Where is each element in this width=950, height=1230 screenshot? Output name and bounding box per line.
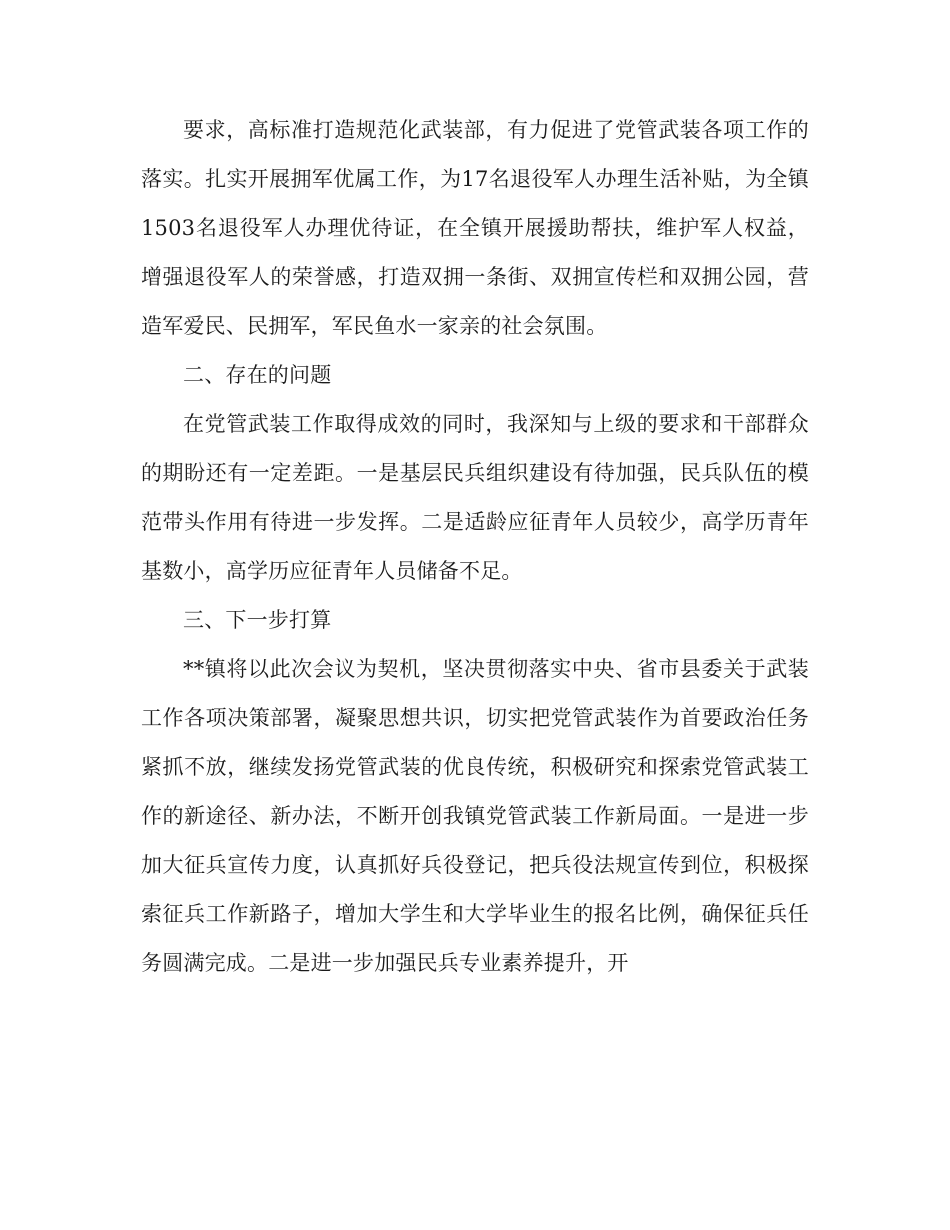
paragraph-support-veterans: 要求，高标准打造规范化武装部，有力促进了党管武装各项工作的落实。扎实开展拥军优属工作，为17名退役军人办理生活补贴，为全镇1503名退役军人办理优待证，在全镇开展援助帮扶，维护军人权益，增强退役军人的荣誉感，打造双拥一条街、双拥宣传栏和双拥公园，营造军爱民、民拥军，军民鱼水一家亲的社会氛围。 [141, 118, 809, 338]
paragraph-next-steps: **镇将以此次会议为契机，坚决贯彻落实中央、省市县委关于武装工作各项决策部署，凝聚思想共识，切实把党管武装作为首要政治任务紧抓不放，继续发扬党管武装的优良传统，积极研究和探索党管武装工作的新途径、新办法，不断开创我镇党管武装工作新局面。一是进一步加大征兵宣传力度，认真抓好兵役登记，把兵役法规宣传到位，积极探索征兵工作新路子，增加大学生和大学毕业生的报名比例，确保征兵任务圆满完成。二是进一步加强民兵专业素养提升，开 [141, 657, 809, 975]
paragraph-problems: 在党管武装工作取得成效的同时，我深知与上级的要求和干部群众的期盼还有一定差距。一是基层民兵组织建设有待加强，民兵队伍的模范带头作用有待进一步发挥。二是适龄应征青年人员较少，高学历青年基数小，高学历应征青年人员储备不足。 [141, 412, 809, 583]
heading-existing-problems: 二、存在的问题 [183, 363, 332, 387]
heading-next-steps: 三、下一步打算 [183, 608, 332, 632]
document-body [141, 106, 809, 988]
